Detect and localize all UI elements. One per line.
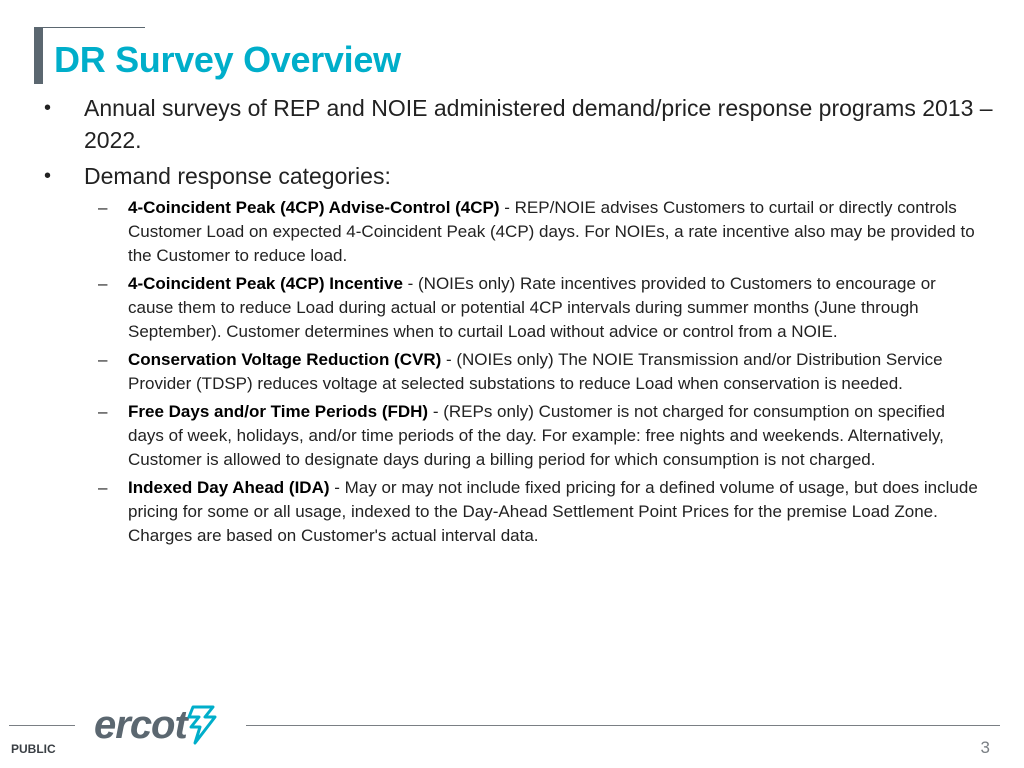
footer-divider-right — [246, 725, 1000, 726]
slide-body — [44, 92, 994, 552]
bullet-text: Annual surveys of REP and NOIE administered demand/price response programs 2013 – 2022. — [84, 95, 993, 153]
title-accent-rule — [43, 27, 145, 28]
category-term: Free Days and/or Time Periods (FDH) — [128, 402, 429, 421]
dash-mark: – — [98, 402, 108, 421]
category-description: - (NOIEs only) The NOIE Transmission and/or Distribution Service Provider (TDSP) reduces voltage at selected substations to reduce Load when conservation is needed. — [128, 350, 943, 393]
title-accent-bar — [34, 27, 43, 84]
category-4cp-incentive — [44, 272, 994, 344]
dash-mark: – — [98, 350, 108, 369]
category-ida — [44, 476, 994, 548]
footer-divider-left — [9, 725, 75, 726]
bullet-mark: • — [44, 97, 52, 119]
page-title: DR Survey Overview — [54, 39, 401, 80]
category-4cp-advise-control — [44, 196, 994, 268]
ercot-lightning-logo-icon — [187, 703, 217, 747]
bullet-annual-surveys — [44, 92, 994, 156]
category-term: 4-Coincident Peak (4CP) Incentive — [128, 274, 403, 293]
ercot-logo — [94, 700, 217, 750]
category-description: - May or may not include fixed pricing for a defined volume of usage, but does include pricing for some or all usage, indexed to the Day-Ahead Settlement Point Prices for the premise Load Zone. Charges are based on Customer's actual interval data. — [128, 478, 978, 545]
category-fdh — [44, 400, 994, 472]
category-description: - (NOIEs only) Rate incentives provided to Customers to encourage or cause them to reduce Load during actual or potential 4CP intervals during summer months (June through September). Customer determines when to curtail Load without advice or control from a NOIE. — [128, 274, 936, 341]
dash-mark: – — [98, 274, 108, 293]
category-description: - (REPs only) Customer is not charged for consumption on specified days of week, holidays, and/or time periods of the day. For example: free nights and weekends. Alternatively, Customer is allowed to designate days during a billing period for which consumption is not charged. — [128, 402, 945, 469]
dash-mark: – — [98, 478, 108, 497]
bullet-dr-categories — [44, 160, 994, 192]
category-term: Indexed Day Ahead (IDA) — [128, 478, 330, 497]
category-cvr — [44, 348, 994, 396]
category-description: - REP/NOIE advises Customers to curtail or directly controls Customer Load on expected 4-Coincident Peak (4CP) days. For NOIEs, a rate incentive also may be provided to the Customer to reduce load. — [128, 198, 975, 265]
category-term: 4-Coincident Peak (4CP) Advise-Control (4CP) — [128, 198, 500, 217]
logo-wordmark: ercot — [94, 702, 187, 747]
bullet-mark: • — [44, 165, 52, 187]
page-number: 3 — [980, 738, 990, 757]
bullet-text: Demand response categories: — [84, 163, 391, 189]
classification-label: PUBLIC — [11, 742, 56, 756]
category-term: Conservation Voltage Reduction (CVR) — [128, 350, 442, 369]
dash-mark: – — [98, 198, 108, 217]
